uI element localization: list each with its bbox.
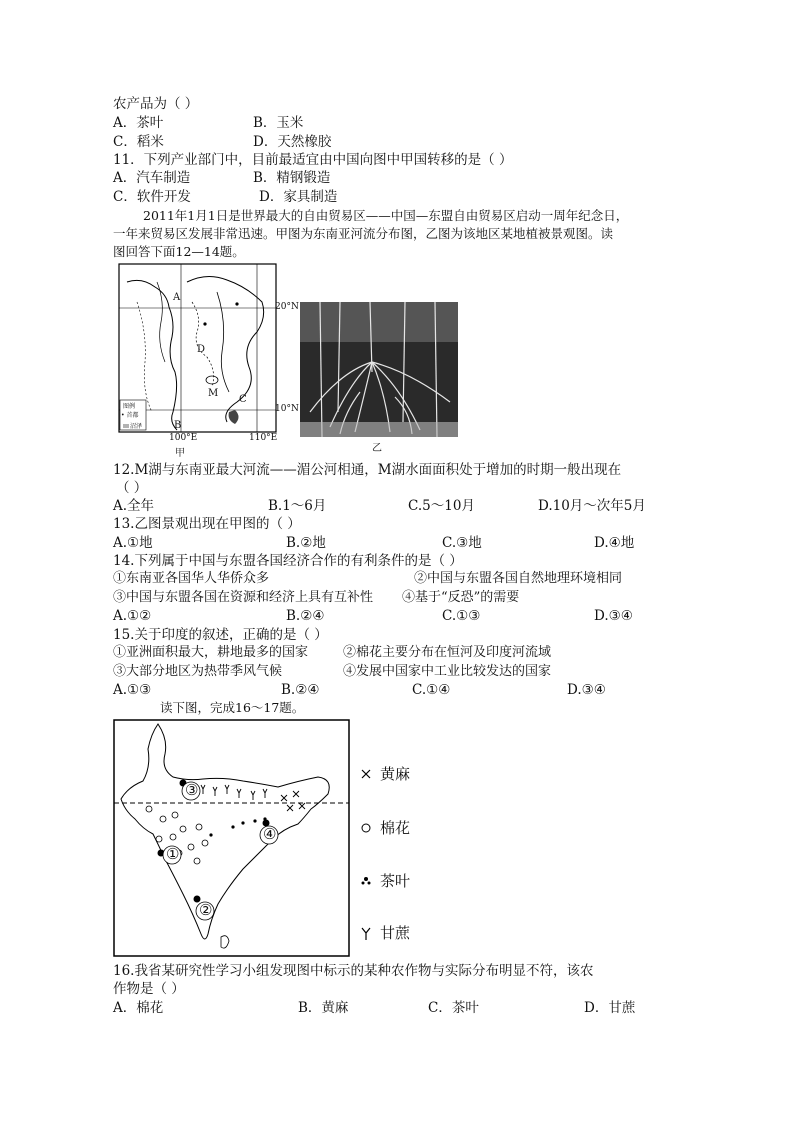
q15-stem: 15.关于印度的叙述，正确的是（ ） [113,627,328,643]
q11-stem: 11．下列产业部门中，目前最适宜由中国向图中甲国转移的是（ ） [113,152,513,168]
q16-stem-line-2: 作物是（ ） [113,981,185,997]
jute-icon [362,770,370,778]
map-india-point-2: ② [199,901,213,919]
q15-option-c: C.①④ [412,682,451,698]
q13-stem: 13.乙图景观出现在甲图的（ ） [113,516,301,532]
q13-option-d: D.④地 [594,535,635,551]
map-jia-lat-10n: 10°N [275,404,299,414]
q14-option-b: B.②④ [286,608,325,624]
intro-2: 读下图，完成16～17题。 [160,700,305,715]
q16-option-b: B．黄麻 [298,1000,349,1016]
q15-option-b: B.②④ [281,682,320,698]
map-jia-legend-capital: • 首都 [121,412,139,419]
q16-option-a: A．棉花 [113,1000,164,1016]
legend-tea: 茶叶 [380,872,411,890]
q13-option-a: A.①地 [113,535,153,551]
map-jia-label-c: C [239,394,247,405]
q11-option-a: A．汽车制造 [113,170,191,186]
map-jia-legend-marsh: 沼泽 [130,423,143,430]
q14-option-a: A.①② [113,608,152,624]
q10-option-b: B．玉米 [253,115,304,131]
map-jia-label-b: B [174,420,182,431]
map-jia-caption: 甲 [175,448,185,459]
legend-jute: 黄麻 [380,765,411,783]
q12-option-c: C.5～10月 [408,498,475,514]
q15-statement-4: ④发展中国家中工业比较发达的国家 [343,664,552,679]
map-jia-label-m: M [208,388,219,399]
q13-option-c: C.③地 [442,535,482,551]
q11-option-b: B．精钢锻造 [253,170,331,186]
map-jia-svg [117,262,297,457]
sugarcane-icon [362,928,370,940]
tea-icon [362,877,371,885]
q14-option-c: C.①③ [442,608,481,624]
q12-paren: （ ） [116,480,148,496]
q11-option-c: C．软件开发 [113,189,191,205]
q14-option-d: D.③④ [594,608,633,624]
q10-stem-tail: 农产品为（ ） [113,96,199,112]
q12-option-b: B.1～6月 [268,498,327,514]
map-india-point-4: ④ [263,825,277,843]
q15-option-a: A.①③ [113,682,152,698]
intro-line-2: 一年来贸易区发展非常迅速。甲图为东南亚河流分布图，乙图为该地区某地植被景观图。读 [113,226,614,241]
intro-line-1: 2011年1月1日是世界最大的自由贸易区——中国—东盟自由贸易区启动一周年纪念日， [143,208,629,223]
q14-stem: 14.下列属于中国与东盟各国经济合作的有利条件的是（ ） [113,553,463,569]
q15-statement-2: ②棉花主要分布在恒河及印度河流域 [343,645,552,660]
legend-cotton: 棉花 [380,819,411,837]
map-southeast-asia-rivers [117,262,297,457]
map-jia-lon-100e: 100°E [169,433,198,443]
map-jia-lon-110e: 110°E [249,433,278,443]
q12-option-d: D.10月～次年5月 [538,498,646,514]
intro-line-3: 图回答下面12—14题。 [113,244,245,259]
photo-yi-caption: 乙 [372,443,382,454]
photo-mangrove [300,302,458,460]
q13-option-b: B.②地 [286,535,326,551]
legend-sugarcane: 甘蔗 [380,924,411,942]
map-india-crops [113,719,351,959]
q16-option-d: D．甘蔗 [584,1000,636,1016]
map-jia-label-a: A [173,292,181,303]
q12-stem: 12.M湖与东南亚最大河流——湄公河相通，M湖水面面积处于增加的时期一般出现在 [113,462,622,478]
q16-stem-line-1: 16.我省某研究性学习小组发现图中标示的某种农作物与实际分布明显不符，该农 [113,963,594,979]
q12-option-a: A.全年 [113,498,155,514]
q10-option-a: A．茶叶 [113,115,164,131]
cotton-icon [362,824,370,832]
map-india-svg [113,719,351,959]
q16-option-c: C．茶叶 [428,1000,479,1016]
map-jia-label-d: D [197,344,206,355]
map-india-point-3: ③ [185,781,199,799]
map-jia-lat-20n: 20°N [275,302,299,312]
q10-option-d: D．天然橡胶 [253,134,332,150]
q15-option-d: D.③④ [567,682,606,698]
q15-statement-3: ③大部分地区为热带季风气候 [113,664,283,679]
q14-statement-2: ②中国与东盟各国自然地理环境相同 [414,571,623,586]
q15-statement-1: ①亚洲面积最大，耕地最多的国家 [113,645,309,660]
q14-statement-3: ③中国与东盟各国在资源和经济上具有互补性 [113,590,374,605]
q14-statement-1: ①东南亚各国华人华侨众多 [113,571,270,586]
q10-option-c: C．稻米 [113,134,164,150]
map-india-point-1: ① [166,845,180,863]
q14-statement-4: ④基于“反恐”的需要 [402,590,520,605]
map-jia-legend-title: 图例 [123,403,136,410]
photo-yi-svg [300,302,458,437]
map-india-legend-icons [356,760,376,950]
map-india-legend [356,760,426,950]
q11-option-d: D．家具制造 [259,189,338,205]
